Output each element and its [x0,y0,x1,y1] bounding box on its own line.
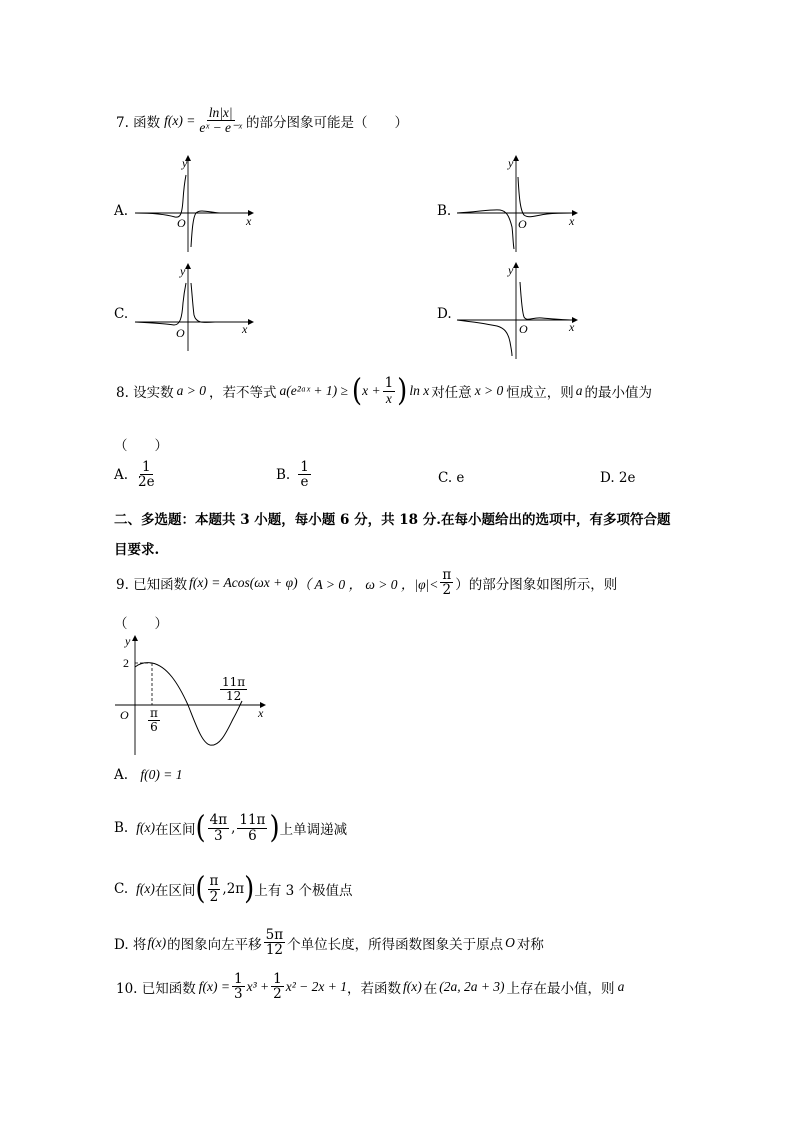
q8-option-b [276,460,313,489]
q9-option-c-v2: 2π [226,881,245,897]
q9-option-a-expr: f(0) = 1 [140,767,183,782]
q8-paren: （ ） [114,438,168,454]
q7-stem [116,106,408,135]
q7d-origin: O [519,322,528,336]
q8-option-d: D. 2e [600,470,636,486]
q9-func: f(x) = Acos(ωx + φ) [189,574,298,590]
q7-frac-num: ln|x| [208,105,233,120]
q9-option-d-o: O [505,934,515,950]
q9-stem [116,568,617,597]
q8-var: a [575,383,583,398]
q9-option-b-tail: 上单调递减 [279,822,348,838]
q7b-origin: O [518,217,527,231]
q10-fx: f(x) [402,978,422,994]
q9-tick1-den: 6 [150,719,158,734]
q9-option-b-n1: 4π [209,812,228,829]
q7b-x-label: x [569,214,575,228]
q8-option-c: C. e [438,470,465,486]
q9-option-d-c: 个单位长度，所得函数图象关于原点 [287,936,504,953]
q9-option-d-d: 对称 [516,936,544,953]
q9-option-d-frac [264,928,285,957]
q9-option-c-rparen: ) [244,871,255,907]
q8-ineq-left: a(e²ᵃˣ + 1) ≥ [279,383,348,398]
q7d-x-label: x [569,320,575,334]
q8-option-a-num: 1 [142,459,151,475]
q8-option-b-frac [298,460,311,489]
q8-option-a-label: A. [114,466,129,483]
q9-option-c-label: C. [114,881,129,897]
q8-cond2: x > 0 [474,383,504,398]
q7-option-a-label: A. [114,203,129,219]
q8-option-b-num: 1 [300,459,309,475]
q7b-y-label: y [508,156,514,170]
q9-y-label: y [125,634,131,648]
q10-interval: (2a, 2a + 3) [439,978,505,994]
q7-option-d-label: D. [437,306,452,322]
q7-option-c-label: C. [114,306,129,322]
q8-cond: a > 0 [176,383,207,398]
q9-tick2-num: 11π [222,675,246,689]
q9-option-b [114,810,348,846]
q8-option-a [114,460,159,489]
q9-option-b-rparen: ) [269,810,280,846]
q9-prefix: 9. 已知函数 [116,576,188,593]
q8-option-b-label: B. [276,466,291,483]
q9-option-c [114,871,353,907]
q7a-x-label: x [246,214,252,228]
q7-graph-d [452,262,582,362]
q7-option-b-label: B. [437,203,452,219]
q7-graph-c [130,263,255,353]
q10-frac1 [232,972,245,1001]
q10-n1: 1 [233,971,243,987]
q9-option-d-den: 12 [265,942,283,959]
q9-pi-frac [440,568,453,597]
q7-prefix: 7. 函数 [116,114,161,131]
q9-option-b-frac2 [237,813,267,842]
q9-option-b-label: B. [114,820,129,836]
q9-option-d-num: 5π [265,927,284,943]
q10-mid: ，若函数 [346,980,401,997]
q8-frac-num: 1 [384,375,394,392]
q9-graph [112,633,272,758]
q9-option-b-fx: f(x) [136,820,155,835]
q9-tick2 [220,676,247,702]
q7a-origin: O [177,216,186,230]
q8-text4: 的最小值为 [584,385,653,401]
q9-option-a [114,767,182,783]
q8-ineq-right-a: x + [362,383,381,398]
q10-t2: x² − 2x + 1 [285,978,347,994]
q8-option-a-den: 2e [138,474,155,491]
q9-cond: （ A > 0 ， ω > 0 ，|φ|< [297,576,439,592]
q10-stem [116,972,624,1001]
q7-suffix: 的部分图象可能是（ ） [245,114,408,131]
q10-d1: 3 [233,986,243,1003]
q8-frac-den: x [385,390,392,406]
q10-lhs: f(x) = [198,978,230,994]
q9-pi-den: 2 [442,582,452,599]
q7c-y-label: y [180,264,186,278]
q8-option-b-den: e [300,474,309,491]
q10-var: a [617,978,625,994]
q9-tick1 [148,707,160,733]
q9-option-d-fx: f(x) [147,934,167,950]
q9-max-label: 2 [123,656,129,670]
q9-option-c-frac [208,874,221,903]
q9-option-b-text: 在区间 [154,822,196,838]
q10-t1: x³ + [246,978,270,994]
q9-option-d [114,928,544,957]
q8-fraction [383,376,396,405]
q10-d2: 2 [273,986,282,1003]
q7-graph-a [130,155,255,255]
q9-option-c-lparen: ( [195,871,206,907]
q7c-x-label: x [242,322,248,336]
q9-option-c-text: 在区间 [154,883,196,899]
q7d-y-label: y [508,263,514,277]
q8-prefix: 8. 设实数 [116,385,174,401]
q9-option-b-lparen: ( [195,810,206,846]
q9-option-c-fx: f(x) [136,881,155,896]
q9-pi-num: π [442,567,452,583]
q9-tick1-num: π [150,706,158,720]
q9-x-label: x [258,706,264,720]
q9-suffix: ）的部分图象如图所示，则 [455,576,618,593]
q8-option-a-frac [136,460,157,489]
q8-text3: 恒成立，则 [506,385,574,401]
q10-prefix: 10. 已知函数 [116,980,196,997]
q9-option-b-d1: 3 [214,827,223,844]
q10-tail: 上存在最小值，则 [506,980,615,997]
q7-frac-den: eˣ − e⁻ˣ [199,120,242,136]
q10-frac2 [271,972,284,1001]
q9-option-c-comma: , [222,881,227,897]
section2-heading-line1: 二、多选题：本题共 3 小题，每小题 6 分，共 18 分.在每小题给出的选项中，有多项符合题 [114,512,671,528]
q9-option-b-comma: , [231,820,236,836]
q9-option-b-d2: 6 [248,827,257,844]
q10-n2: 1 [273,971,282,987]
q9-origin: O [120,708,129,722]
q8-mid: ，若不等式 [209,385,277,401]
q8-rparen: ) [397,373,408,409]
q9-option-b-n2: 11π [239,812,266,829]
q9-option-c-n1: π [209,873,219,890]
q9-tick2-den: 12 [225,688,242,703]
q8-text2: 对任意 [431,385,472,401]
q7-graph-b [452,155,582,255]
q9-option-d-a: D. 将 [114,936,147,953]
q7-fraction [197,106,244,135]
q9-option-a-label: A. [114,767,129,783]
q9-option-c-tail: 上有 3 个极值点 [254,883,353,899]
q9-option-c-d1: 2 [209,888,219,905]
q8-stem [116,373,653,409]
q9-paren: （ ） [114,616,168,632]
q7a-y-label: y [182,156,188,170]
q8-ineq-right-b: ln x [409,383,430,398]
q9-option-d-b: 的图象向左平移 [167,936,262,953]
q8-lparen: ( [351,373,363,409]
q9-option-b-frac1 [208,813,229,842]
q7-lhs: f(x) = [164,112,196,128]
section2-heading-line2: 目要求. [114,542,160,558]
q7c-origin: O [176,326,185,340]
q10-text: 在 [423,980,438,997]
